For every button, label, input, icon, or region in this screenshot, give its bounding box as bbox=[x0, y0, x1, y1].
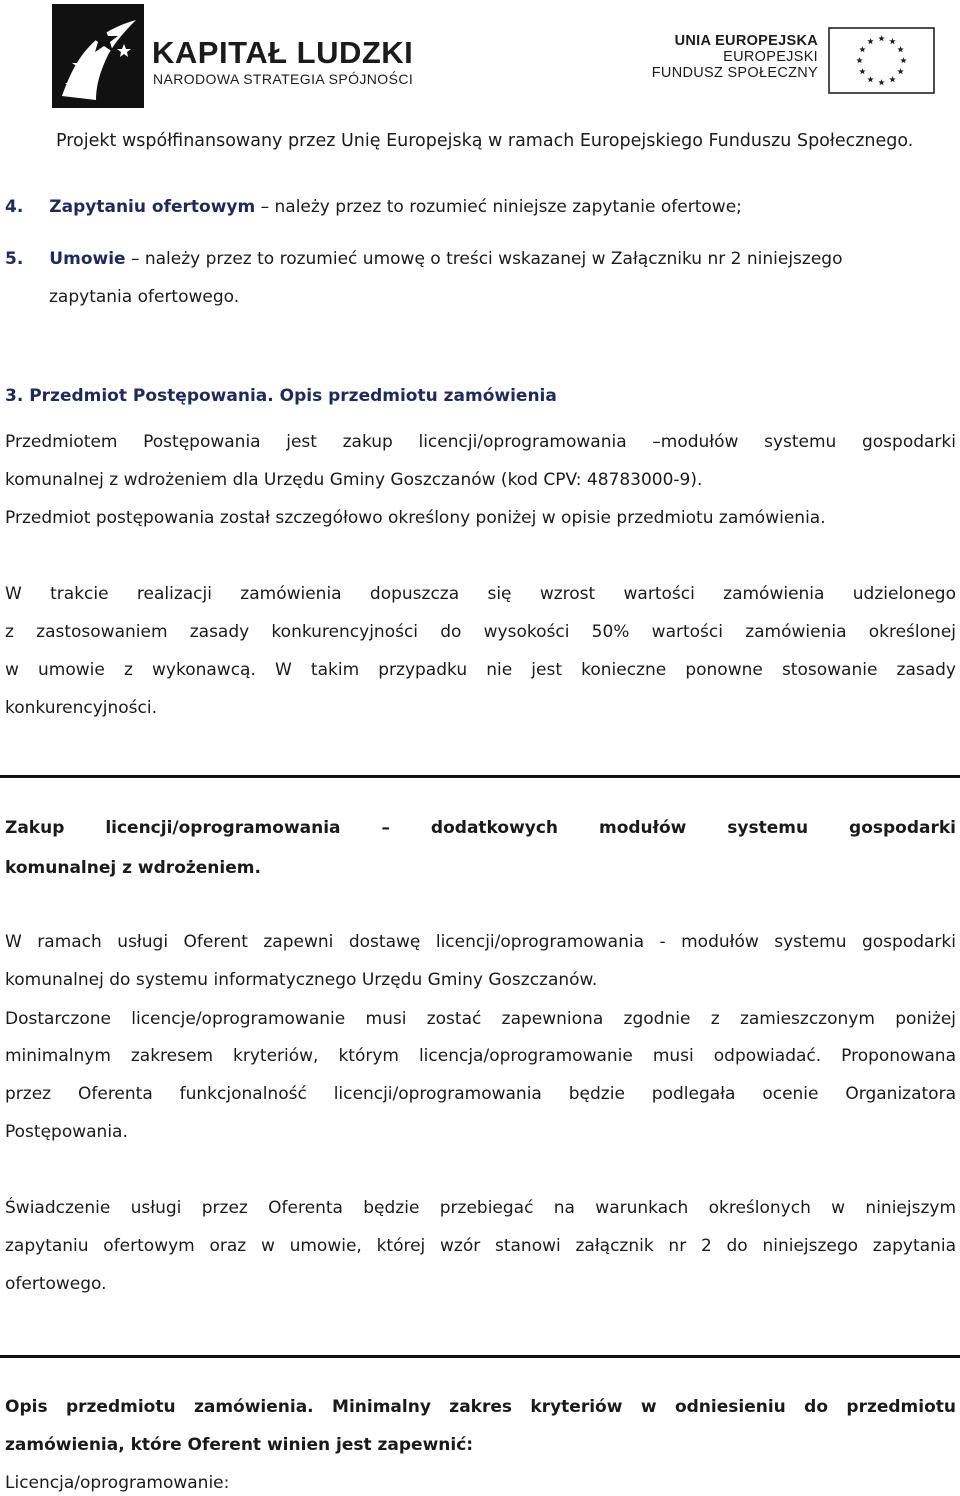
subject-heading: Zakup licencji/oprogramowania – dodatkowych modułów systemu gospodarki bbox=[5, 818, 956, 838]
section-title: 3. Przedmiot Postępowania. bbox=[5, 386, 274, 406]
description-heading-cont: zamówienia, które Oferent winien jest zapewnić: bbox=[5, 1435, 474, 1455]
paragraph-line: konkurencyjności. bbox=[5, 698, 157, 718]
paragraph-line: ofertowego. bbox=[5, 1274, 107, 1294]
paragraph-line: komunalnej z wdrożeniem dla Urzędu Gminy Goszczanów (kod CPV: 48783000-9). bbox=[5, 470, 703, 490]
item-number: 4. bbox=[5, 197, 24, 217]
eu-flag-icon bbox=[828, 27, 935, 94]
kapital-ludzki-logo-icon bbox=[52, 4, 144, 108]
eu-logo-text bbox=[652, 33, 818, 82]
subject-heading-cont: komunalnej z wdrożeniem. bbox=[5, 858, 261, 878]
paragraph-line: Świadczenie usługi przez Oferenta będzie przebiegać na warunkach określonych w niniejszym bbox=[5, 1198, 956, 1218]
paragraph-line: minimalnym zakresem kryteriów, którym licencja/oprogramowanie musi odpowiadać. Proponowana bbox=[5, 1046, 956, 1066]
item-number: 5. bbox=[5, 249, 24, 269]
paragraph-line: Postępowania. bbox=[5, 1122, 128, 1142]
defined-term: Umowie bbox=[49, 249, 126, 269]
divider bbox=[0, 1355, 960, 1358]
paragraph-line: Dostarczone licencje/oprogramowanie musi zostać zapewniona zgodnie z zamieszczonym poniżej bbox=[5, 1009, 956, 1029]
paragraph-line: zapytaniu ofertowym oraz w umowie, której wzór stanowi załącznik nr 2 do niniejszego zapytania bbox=[5, 1236, 956, 1256]
description-label: Licencja/oprogramowanie: bbox=[5, 1473, 230, 1493]
eu-logo-line2: EUROPEJSKI bbox=[723, 49, 818, 66]
defined-term: Zapytaniu ofertowym bbox=[49, 197, 256, 217]
paragraph-line: Przedmiotem Postępowania jest zakup licencji/oprogramowania –modułów systemu gospodarki bbox=[5, 432, 956, 452]
paragraph-line: W trakcie realizacji zamówienia dopuszcza się wzrost wartości zamówienia udzielonego bbox=[5, 584, 956, 604]
logo-left-subtitle: NARODOWA STRATEGIA SPÓJNOŚCI bbox=[153, 71, 414, 87]
eu-logo-line3: FUNDUSZ SPOŁECZNY bbox=[651, 65, 818, 82]
definition-text: – należy przez to rozumieć niniejsze zapytanie ofertowe; bbox=[255, 197, 742, 217]
section-3-heading bbox=[5, 388, 956, 405]
cofinance-note: Projekt współfinansowany przez Unię Europejską w ramach Europejskiego Funduszu Społecznego. bbox=[56, 131, 914, 151]
logo-left-title: KAPITAŁ LUDZKI bbox=[152, 35, 414, 70]
definition-item-4 bbox=[5, 199, 956, 216]
paragraph-line: Przedmiot postępowania został szczegółowo określony poniżej w opisie przedmiotu zamówienia. bbox=[5, 508, 826, 528]
definition-item-5-cont: zapytania ofertowego. bbox=[49, 287, 240, 307]
paragraph-line: komunalnej do systemu informatycznego Urzędu Gminy Goszczanów. bbox=[5, 970, 598, 990]
paragraph-line: W ramach usługi Oferent zapewni dostawę licencji/oprogramowania - modułów systemu gospodarki bbox=[5, 932, 956, 952]
paragraph-line: w umowie z wykonawcą. W takim przypadku nie jest konieczne ponowne stosowanie zasady bbox=[5, 660, 956, 680]
divider bbox=[0, 775, 960, 778]
paragraph-line: przez Oferenta funkcjonalność licencji/oprogramowania będzie podlegała ocenie Organizatora bbox=[5, 1084, 956, 1104]
definition-text: – należy przez to rozumieć umowę o treści wskazanej w Załączniku nr 2 niniejszego bbox=[125, 249, 843, 269]
eu-logo-line1: UNIA EUROPEJSKA bbox=[674, 33, 818, 49]
section-subtitle: Opis przedmiotu zamówienia bbox=[273, 386, 557, 406]
paragraph-line: z zastosowaniem zasady konkurencyjności do wysokości 50% wartości zamówienia określonej bbox=[5, 622, 956, 642]
description-heading: Opis przedmiotu zamówienia. Minimalny zakres kryteriów w odniesieniu do przedmiotu bbox=[5, 1397, 956, 1417]
definition-item-5 bbox=[5, 251, 956, 268]
page-header bbox=[0, 0, 960, 170]
